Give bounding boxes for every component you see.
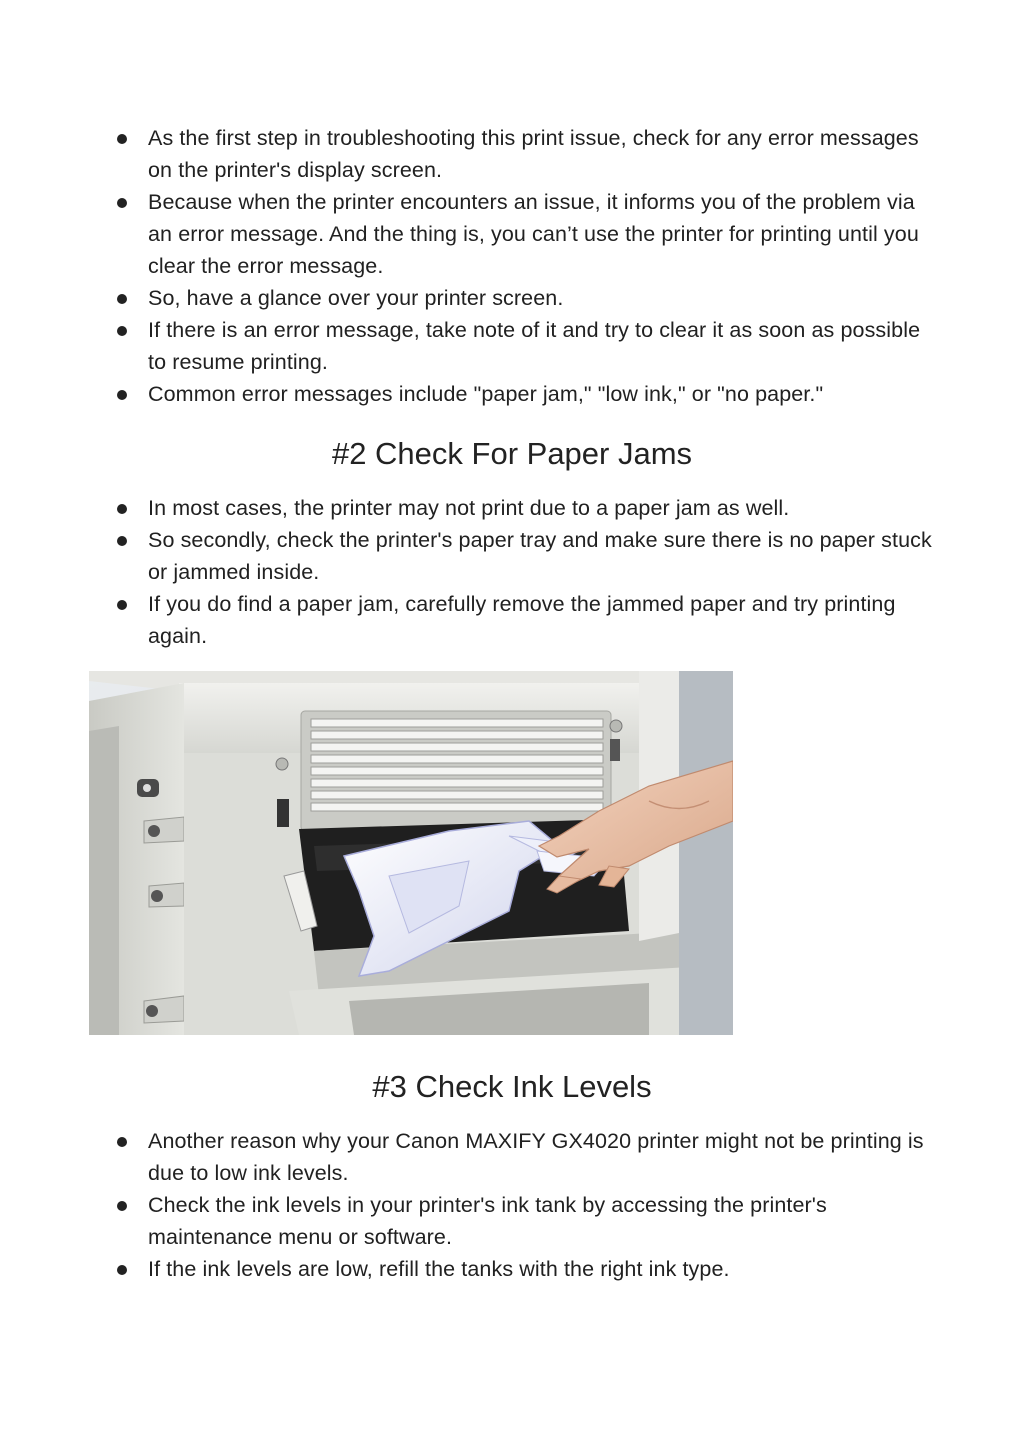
ink-levels-list bbox=[0, 1125, 1024, 1285]
list-item bbox=[0, 1253, 1024, 1285]
list-item-text: So, have a glance over your printer screen. bbox=[148, 286, 564, 310]
bullet-icon bbox=[117, 1137, 127, 1147]
list-item-text: Common error messages include "paper jam," "low ink," or "no paper." bbox=[148, 382, 824, 406]
list-item bbox=[0, 186, 1024, 282]
list-item-text: If the ink levels are low, refill the tanks with the right ink type. bbox=[148, 1257, 730, 1281]
error-messages-list bbox=[0, 122, 1024, 410]
list-item-text: Because when the printer encounters an issue, it informs you of the problem via an error message. And the thing is, you can’t use the printer for printing until you clear the error message. bbox=[148, 190, 919, 278]
bullet-icon bbox=[117, 326, 127, 336]
bullet-icon bbox=[117, 390, 127, 400]
list-item-text: As the first step in troubleshooting this print issue, check for any error messages on the printer's display screen. bbox=[148, 126, 919, 182]
bullet-icon bbox=[117, 1201, 127, 1211]
list-item bbox=[0, 492, 1024, 524]
paper-jams-list bbox=[0, 492, 1024, 652]
list-item bbox=[0, 122, 1024, 186]
list-item bbox=[0, 588, 1024, 652]
list-item bbox=[0, 1189, 1024, 1253]
bullet-icon bbox=[117, 600, 127, 610]
list-item bbox=[0, 282, 1024, 314]
bullet-icon bbox=[117, 294, 127, 304]
list-item-text: So secondly, check the printer's paper tray and make sure there is no paper stuck or jammed inside. bbox=[148, 528, 932, 584]
list-item-text: If you do find a paper jam, carefully remove the jammed paper and try printing again. bbox=[148, 592, 896, 648]
list-item bbox=[0, 524, 1024, 588]
list-item-text: Another reason why your Canon MAXIFY GX4020 printer might not be printing is due to low ink levels. bbox=[148, 1129, 924, 1185]
bullet-icon bbox=[117, 134, 127, 144]
list-item-text: Check the ink levels in your printer's ink tank by accessing the printer's maintenance menu or software. bbox=[148, 1193, 827, 1249]
list-item-text: If there is an error message, take note of it and try to clear it as soon as possible to resume printing. bbox=[148, 318, 921, 374]
bullet-icon bbox=[117, 198, 127, 208]
bullet-icon bbox=[117, 504, 127, 514]
section-heading-paper-jams: #2 Check For Paper Jams bbox=[331, 436, 693, 471]
bullet-icon bbox=[117, 536, 127, 546]
section-heading-ink-levels: #3 Check Ink Levels bbox=[372, 1069, 652, 1104]
list-item bbox=[0, 1125, 1024, 1189]
list-item bbox=[0, 314, 1024, 378]
paper-jam-photo bbox=[89, 671, 733, 1035]
list-item bbox=[0, 378, 1024, 410]
list-item-text: In most cases, the printer may not print due to a paper jam as well. bbox=[148, 496, 790, 520]
bullet-icon bbox=[117, 1265, 127, 1275]
